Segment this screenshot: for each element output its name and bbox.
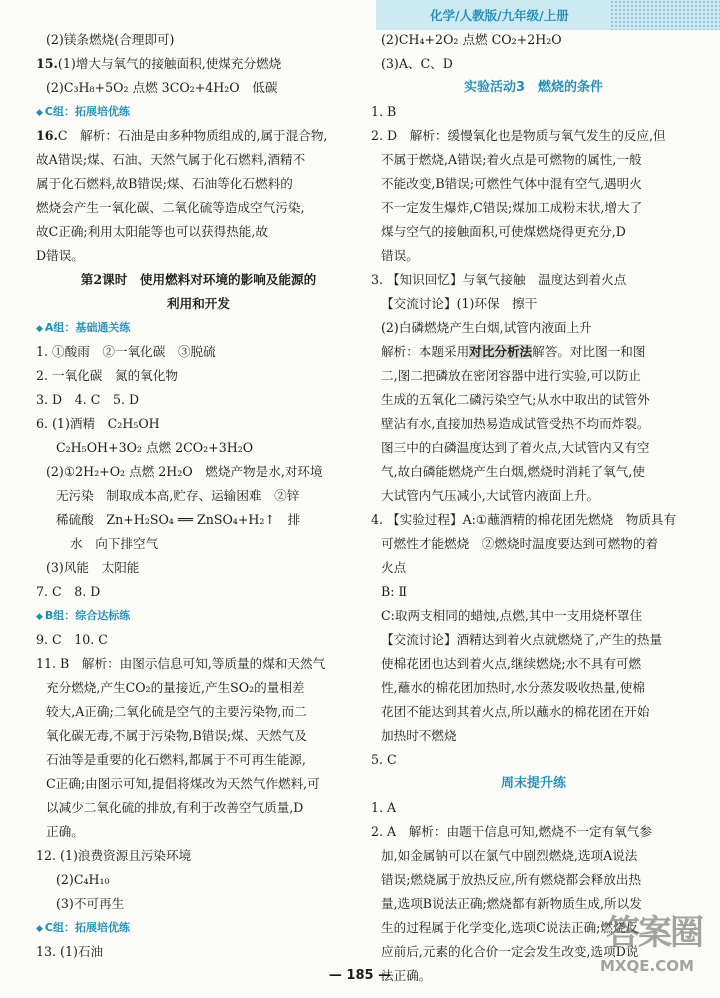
stamp-logo-text: 答案圈: [606, 913, 702, 953]
question-16-a: [36, 124, 361, 148]
exp-answer-3-g: 壁沾有水,直接加热易造成试管受热不均而炸裂。: [381, 416, 650, 431]
answer-13-b: (2)CH₄+2O₂ 点燃 CO₂+2H₂O: [381, 32, 562, 47]
question-16-f: D错误。: [36, 248, 84, 263]
diamond-icon: ◆: [36, 612, 43, 622]
section-label: C组：拓展培优练: [44, 105, 130, 118]
answer-6-c: (2)①2H₂+O₂ 点燃 2H₂O 燃烧产物是水,对环境: [46, 464, 323, 479]
answer-6-g: (3)风能 太阳能: [46, 560, 140, 575]
highlighted-term: 对比分析法: [469, 344, 533, 359]
diamond-icon: ◆: [36, 324, 43, 334]
answer-11-f: C正确;由图示可知,提倡将煤改为天然气作燃料,可: [46, 776, 320, 791]
analysis-text: 解答。对比图一和图: [532, 344, 646, 359]
answer-6-f: 水 向下排空气: [70, 536, 159, 551]
answer-11-h: 正确。: [46, 824, 84, 839]
exp-answer-3-d: [371, 340, 696, 364]
section-a-heading: [36, 316, 361, 340]
exp-answer-4-e: C:取两支相同的蜡烛,点燃,其中一支用烧杯罩住: [381, 608, 643, 623]
exp-answer-4-d: B: Ⅱ: [381, 584, 408, 599]
header-title: 化学/人教版/九年级/上册: [430, 8, 569, 23]
exp-answer-2-d: 不一定发生爆炸,C错误;煤加工成粉末状,增大了: [381, 200, 643, 215]
question-16-b: 故A错误;煤、石油、天然气属于化石燃料,酒精不: [36, 152, 306, 167]
question-15-a: [36, 52, 361, 76]
answer-3-5: 3. D 4. C 5. D: [36, 392, 140, 407]
answer-line: (2)镁条燃烧(合理即可): [46, 32, 175, 47]
answer-11-d: 氧化碳无毒,不属于污染物,B错误;煤、天然气及: [46, 728, 307, 743]
exp-answer-4-b: 可燃性才能燃烧 ②燃烧时温度要达到可燃物的着: [381, 536, 659, 551]
answer-11-a: 11. B 解析：由图示信息可知,等质量的煤和天然气: [36, 656, 326, 671]
weekend-answer-2-d: 量,选项B说法正确;燃烧都有新物质生成,所以发: [381, 896, 642, 911]
exp-answer-3-h: 图三中的白磷温度达到了着火点,大试管内又有空: [381, 440, 650, 455]
answer-13-c: (3)A、C、D: [381, 56, 453, 71]
weekend-answer-2-f: 应前后,元素的化合价一定会发生改变,选项D说: [381, 944, 639, 959]
section-label: B组：综合达标练: [44, 609, 131, 622]
question-number: 16.: [36, 128, 58, 143]
exp-answer-4-j: 加热时不燃烧: [381, 728, 457, 743]
answer-11-e: 石油等是重要的化石燃料,都属于不可再生能源,: [46, 752, 306, 767]
exp-answer-5: 5. C: [371, 752, 397, 767]
section-b-heading: [36, 604, 361, 628]
exp-answer-2-e: 煤与空气的接触面积,可使煤燃烧得更充分,D: [381, 224, 626, 239]
answer-13: 13. (1)石油: [36, 944, 104, 959]
exp-answer-3-b: 【交流讨论】(1)环保 擦干: [381, 296, 538, 311]
exp-answer-3-e: 二,图二把磷放在密闭容器中进行实验,可以防止: [381, 368, 641, 383]
watermark-logo-stamp: [600, 905, 706, 980]
weekend-answer-2-a: 2. A 解析：由题干信息可知,燃烧不一定有氧气参: [371, 824, 652, 839]
exp-answer-2-f: 错误。: [381, 248, 419, 263]
exp-answer-4-c: 火点: [381, 560, 407, 575]
question-number: 15.: [36, 56, 58, 71]
exp-answer-3-c: (2)白磷燃烧产生白烟,试管内液面上升: [381, 320, 592, 335]
diamond-icon: ◆: [36, 924, 43, 934]
answer-9-10: 9. C 10. C: [36, 632, 108, 647]
weekend-answer-2-g: 法正确。: [381, 968, 432, 983]
section-title-experiment: 实验活动3 燃烧的条件: [463, 80, 604, 95]
exp-answer-3-f: 生成的五氧化二磷污染空气;从水中取出的试管外: [381, 392, 650, 407]
lesson-title-line-1: 第2课时 使用燃料对环境的影响及能源的: [80, 272, 317, 287]
section-c-heading: [36, 100, 361, 124]
section-label: A组：基础通关练: [44, 321, 131, 334]
lesson-title-line-2: 利用和开发: [167, 296, 230, 311]
answer-11-g: 以减少二氧化硫的排放,有利于改善空气质量,D: [46, 800, 304, 815]
weekend-answer-2-b: 加,如金属钠可以在氯气中剧烈燃烧,选项A说法: [381, 848, 638, 863]
analysis-label: 解析：本题采用: [381, 344, 470, 359]
left-column: [36, 28, 361, 964]
question-16-e: 故C正确;利用太阳能等也可以获得热能,故: [36, 224, 268, 239]
answer-7-8: 7. C 8. D: [36, 584, 101, 599]
exp-answer-4-g: 使棉花团也达到着火点,继续燃烧;水不具有可燃: [381, 656, 642, 671]
question-16-d: 燃烧会产生一氧化碳、二氧化硫等造成空气污染,: [36, 200, 305, 215]
exp-answer-4-h: 性,蘸水的棉花团加热时,水分蒸发吸收热量,使棉: [381, 680, 645, 695]
exp-answer-4-f: 【交流讨论】酒精达到着火点就燃烧了,产生的热量: [381, 632, 663, 647]
answer-11-c: 较大,A正确;二氧化硫是空气的主要污染物,而二: [46, 704, 307, 719]
weekend-answer-2-c: 错误;燃烧属于放热反应,所有燃烧都会释放出热: [381, 872, 642, 887]
answer-12-b: (2)C₄H₁₀: [56, 872, 110, 887]
answer-6-d: 无污染 制取成本高,贮存、运输困难 ②锌: [56, 488, 300, 503]
weekend-answer-2-e: 生的过程属于化学变化,选项C说法正确;燃烧反: [381, 920, 639, 935]
section-c2-heading: [36, 916, 361, 940]
stamp-url-text: MXQE.COM: [600, 957, 694, 975]
weekend-answer-1: 1. A: [371, 800, 397, 815]
diamond-icon: ◆: [36, 108, 43, 118]
exp-answer-4-i: 花团不能达到其着火点,所以蘸水的棉花团在开始: [381, 704, 650, 719]
answer-text: (1)增大与氧气的接触面积,使煤充分燃烧: [57, 56, 282, 71]
exp-answer-1: 1. B: [371, 104, 397, 119]
answer-6-b: C₂H₅OH+3O₂ 点燃 2CO₂+3H₂O: [56, 440, 254, 455]
page-number: — 185 —: [328, 968, 392, 983]
question-16-c: 属于化石燃料,故B错误;煤、石油等化石燃料的: [36, 176, 293, 191]
answer-text: C 解析：石油是由多种物质组成的,属于混合物,: [57, 128, 328, 143]
question-15-b: (2)C₃H₈+5O₂ 点燃 3CO₂+4H₂O 低碳: [46, 80, 278, 95]
exp-answer-4-a: 4. 【实验过程】A:①蘸酒精的棉花团先燃烧 物质具有: [371, 512, 677, 527]
answer-6-a: 6. (1)酒精 C₂H₅OH: [36, 416, 160, 431]
section-label: C组：拓展培优练: [44, 921, 130, 934]
exp-answer-2-a: 2. D 解析：缓慢氧化也是物质与氧气发生的反应,但: [371, 128, 666, 143]
exp-answer-2-c: 不能改变,B错误;可燃性气体中混有空气,遇明火: [381, 176, 642, 191]
exp-answer-3-i: 气,故白磷能燃烧产生白烟,燃烧时消耗了氧气,使: [381, 464, 645, 479]
header-dot-pattern: [610, 0, 720, 30]
answer-12-c: (3)不可再生: [56, 896, 125, 911]
answer-11-b: 充分燃烧,产生CO₂的量接近,产生SO₂的量相差: [46, 680, 305, 695]
answer-6-e: 稀硫酸 Zn+H₂SO₄ ══ ZnSO₄+H₂↑ 排: [56, 512, 301, 527]
answer-2: 2. 一氧化碳 氮的氧化物: [36, 368, 178, 383]
exp-answer-3-j: 大试管内气压减小,大试管内液面上升。: [381, 488, 600, 503]
answer-1: 1. ①酸雨 ②一氧化碳 ③脱硫: [36, 344, 216, 359]
exp-answer-2-b: 不属于燃烧,A错误;着火点是可燃物的属性,一般: [381, 152, 642, 167]
section-title-weekend: 周末提升练: [500, 776, 566, 791]
right-column: [371, 28, 696, 988]
exp-answer-3-a: 3. 【知识回忆】与氧气接触 温度达到着火点: [371, 272, 627, 287]
answer-12-a: 12. (1)浪费资源且污染环境: [36, 848, 192, 863]
